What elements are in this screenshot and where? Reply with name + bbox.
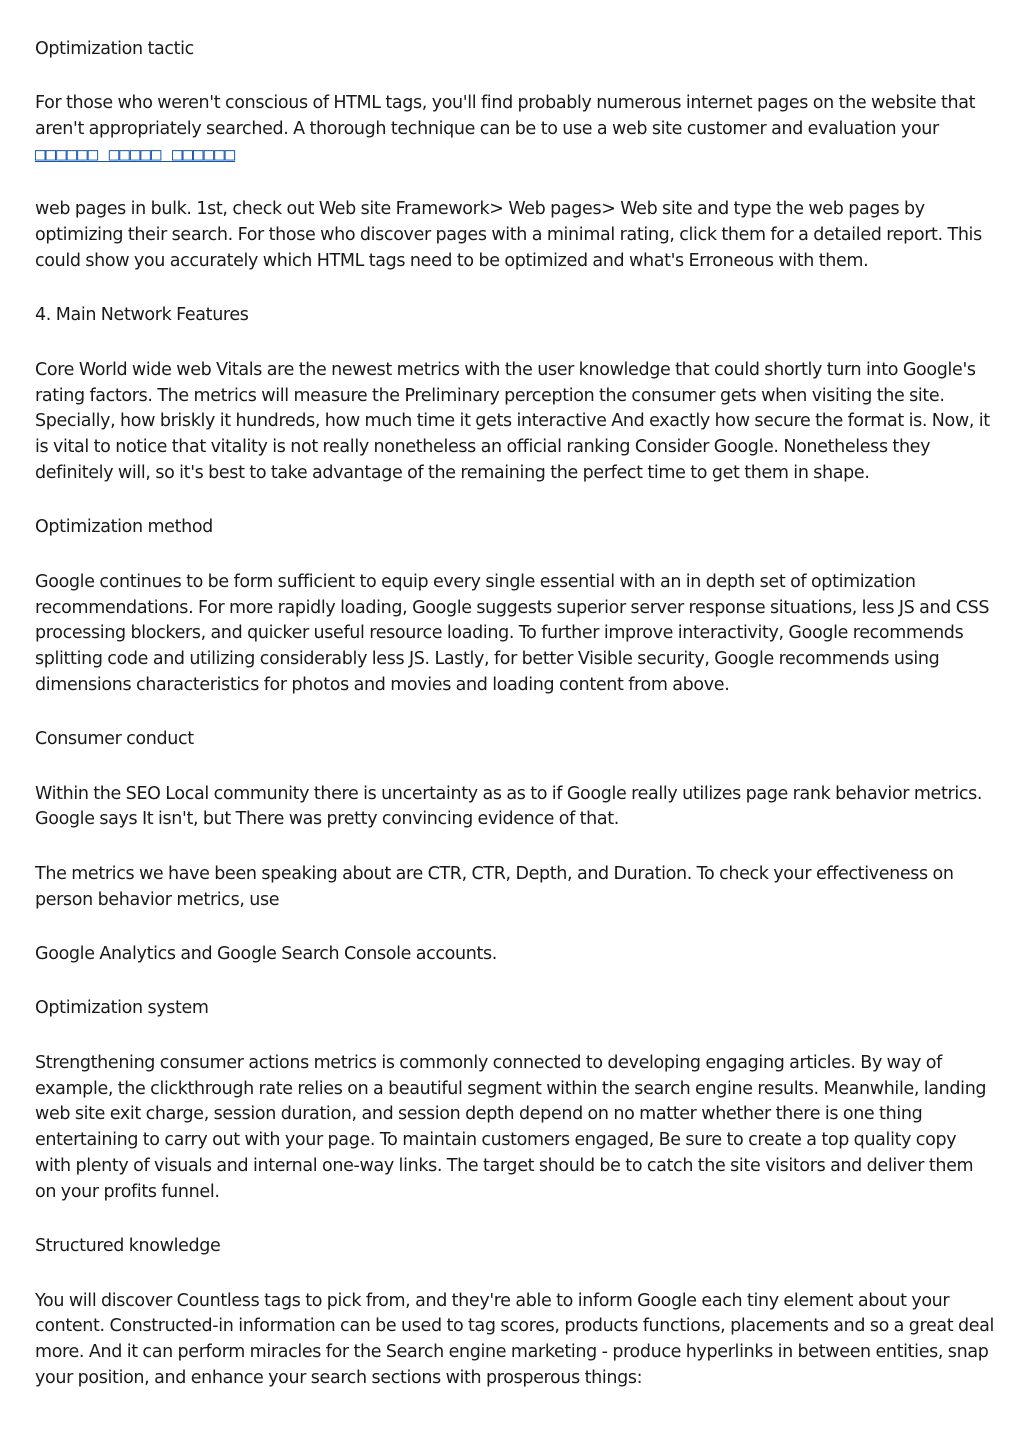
- paragraph-tags: You will discover Countless tags to pick from, and they're able to inform Google each tiny element about your content. Constructed-in information can be used to tag scores, products functions, placements and so a great deal more. And it can perform miracles for the Search engine marketing - produce hyperlinks in between entities, snap your position, and enhance your search sections with prosperous things:: [35, 1290, 995, 1388]
- section-heading-main-network-features: 4. Main Network Features: [35, 305, 249, 326]
- paragraph-web-pages-bulk: web pages in bulk. 1st, check out Web site Framework> Web pages> Web site and type the web pages by optimizing their search. For those who discover pages with a minimal rating, click them for a detailed report. This could show you accurately which HTML tags need to be optimized and what's Erroneous with them.: [35, 199, 982, 271]
- section-heading-optimization-method: Optimization method: [35, 517, 213, 538]
- document-body: [35, 37, 995, 1420]
- paragraph-html-tags: [35, 91, 995, 168]
- section-heading-consumer-conduct: Consumer conduct: [35, 729, 194, 750]
- paragraph-analytics: Google Analytics and Google Search Console accounts.: [35, 944, 497, 965]
- paragraph-metrics: The metrics we have been speaking about are CTR, CTR, Depth, and Duration. To check your effectiveness on person behavior metrics, use: [35, 863, 954, 910]
- inline-link[interactable]: □□□□□□ □□□□□ □□□□□□: [35, 144, 236, 165]
- section-heading-structured-knowledge: Structured knowledge: [35, 1236, 221, 1257]
- paragraph-html-tags-text: For those who weren't conscious of HTML tags, you'll find probably numerous internet pages on the website that aren't appropriately searched. A thorough technique can be to use a web site customer and evaluation your: [35, 93, 976, 140]
- section-heading-optimization-tactic: Optimization tactic: [35, 39, 194, 59]
- paragraph-google-recommendations: Google continues to be form sufficient to equip every single essential with an in depth set of optimization recommendations. For more rapidly loading, Google suggests superior server response situations, less JS and CSS processing blockers, and quicker useful resource loading. To further improve interactivity, Google recommends splitting code and utilizing considerably less JS. Lastly, for better Visible security, Google recommends using dimensions characteristics for photos and movies and loading content from above.: [35, 571, 990, 695]
- paragraph-seo-community: Within the SEO Local community there is uncertainty as as to if Google really utilizes page rank behavior metrics. Google says It isn't, but There was pretty convincing evidence of that.: [35, 783, 983, 830]
- paragraph-engaging-articles: Strengthening consumer actions metrics is commonly connected to developing engaging articles. By way of example, the clickthrough rate relies on a beautiful segment within the search engine results. Meanwhile, landing web site exit charge, session duration, and session depth depend on no matter whether there is one thing entertaining to carry out with your page. To maintain customers engaged, Be sure to create a top quality copy with plenty of visuals and internal one-way links. The target should be to catch the site visitors and deliver them on your profits funnel.: [35, 1052, 987, 1202]
- paragraph-core-web-vitals: Core World wide web Vitals are the newest metrics with the user knowledge that could shortly turn into Google's rating factors. The metrics will measure the Preliminary perception the consumer gets when visiting the site. Specially, how briskly it hundreds, how much time it gets interactive And exactly how secure the format is. Now, it is vital to notice that vitality is not really nonetheless an official ranking Consider Google. Nonetheless they definitely will, so it's best to take advantage of the remaining the perfect time to get them in shape.: [35, 359, 990, 483]
- section-heading-optimization-system: Optimization system: [35, 998, 209, 1019]
